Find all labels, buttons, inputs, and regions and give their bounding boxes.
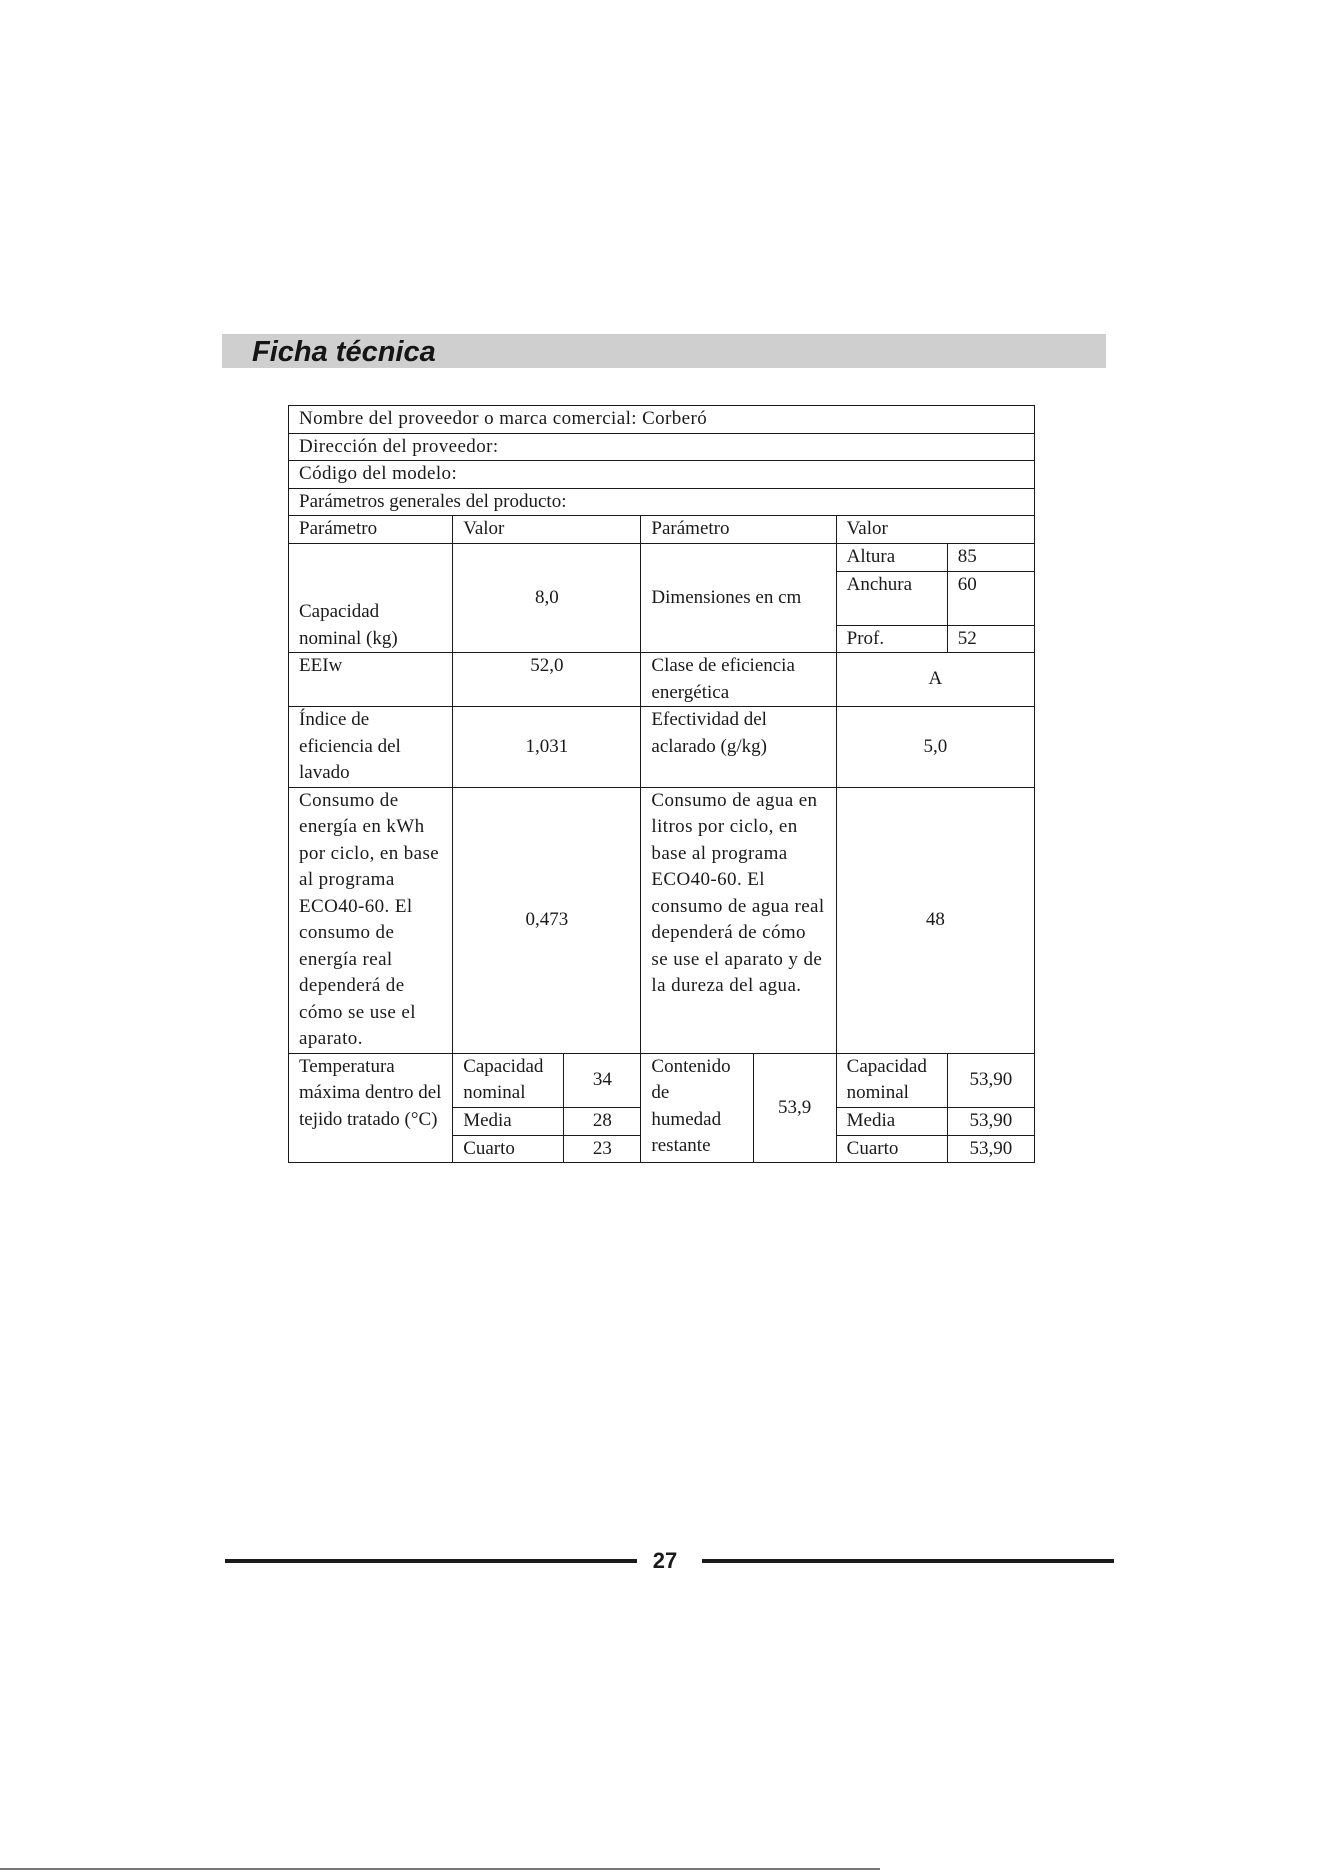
width-label: Anchura (836, 571, 947, 625)
energy-consumption-label: Consumo de energía en kWh por ciclo, en base al programa ECO40-60. El consumo de energía real dependerá de cómo se use el aparato. (289, 787, 453, 1053)
col-header-param-1: Parámetro (289, 516, 453, 544)
eeiw-label: EEIw (289, 653, 453, 707)
moist-load-half-value: 53,90 (947, 1107, 1034, 1135)
energy-class-label: Clase de eficiencia energética (641, 653, 836, 707)
water-consumption-label: Consumo de agua en litros por ciclo, en base al programa ECO40-60. El consumo de agua real dependerá de cómo se use el aparato y de la dureza del agua. (641, 787, 836, 1053)
water-consumption-value: 48 (836, 787, 1034, 1053)
page-number: 27 (652, 1548, 678, 1573)
col-header-value-2: Valor (836, 516, 1034, 544)
rinse-value: 5,0 (836, 707, 1034, 788)
height-value: 85 (947, 544, 1034, 572)
temp-load-half-value: 28 (564, 1107, 641, 1135)
energy-consumption-value: 0,473 (453, 787, 641, 1053)
moist-load-half-label: Media (836, 1107, 947, 1135)
col-header-value-1: Valor (453, 516, 641, 544)
general-params-row: Parámetros generales del producto: (289, 488, 1035, 516)
supplier-row: Nombre del proveedor o marca comercial: Corberó (289, 406, 1035, 434)
temp-load-full-label: Capacidad nominal (453, 1053, 564, 1107)
temp-load-half-label: Media (453, 1107, 564, 1135)
temp-load-full-value: 34 (564, 1053, 641, 1107)
model-code-row: Código del modelo: (289, 461, 1035, 489)
spec-sheet-table (288, 405, 1035, 1163)
moist-load-quarter-value: 53,90 (947, 1135, 1034, 1163)
dimensions-label: Dimensiones en cm (641, 544, 836, 653)
footer-rule-right (702, 1559, 1114, 1563)
capacity-value: 8,0 (453, 544, 641, 653)
height-label: Altura (836, 544, 947, 572)
temp-load-quarter-value: 23 (564, 1135, 641, 1163)
capacity-label: Capacidad nominal (kg) (289, 544, 453, 653)
moist-load-full-value: 53,90 (947, 1053, 1034, 1107)
eeiw-value: 52,0 (453, 653, 641, 707)
footer-rule-left (225, 1559, 637, 1563)
moist-load-full-label: Capacidad nominal (836, 1053, 947, 1107)
energy-class-value: A (836, 653, 1034, 707)
depth-value: 52 (947, 625, 1034, 653)
depth-label: Prof. (836, 625, 947, 653)
address-row: Dirección del proveedor: (289, 433, 1035, 461)
width-value: 60 (947, 571, 1034, 625)
moisture-label: Contenido de humedad restante (641, 1053, 753, 1163)
moisture-value: 53,9 (753, 1053, 836, 1163)
section-title: Ficha técnica (252, 336, 436, 368)
temp-load-quarter-label: Cuarto (453, 1135, 564, 1163)
wash-index-label: Índice de eficiencia del lavado (289, 707, 453, 788)
bottom-edge-rule (0, 1868, 880, 1870)
col-header-param-2: Parámetro (641, 516, 836, 544)
rinse-label: Efectividad del aclarado (g/kg) (641, 707, 836, 788)
moist-load-quarter-label: Cuarto (836, 1135, 947, 1163)
wash-index-value: 1,031 (453, 707, 641, 788)
section-header-bar (222, 334, 1106, 368)
temperature-label: Temperatura máxima dentro del tejido tratado (°C) (289, 1053, 453, 1163)
